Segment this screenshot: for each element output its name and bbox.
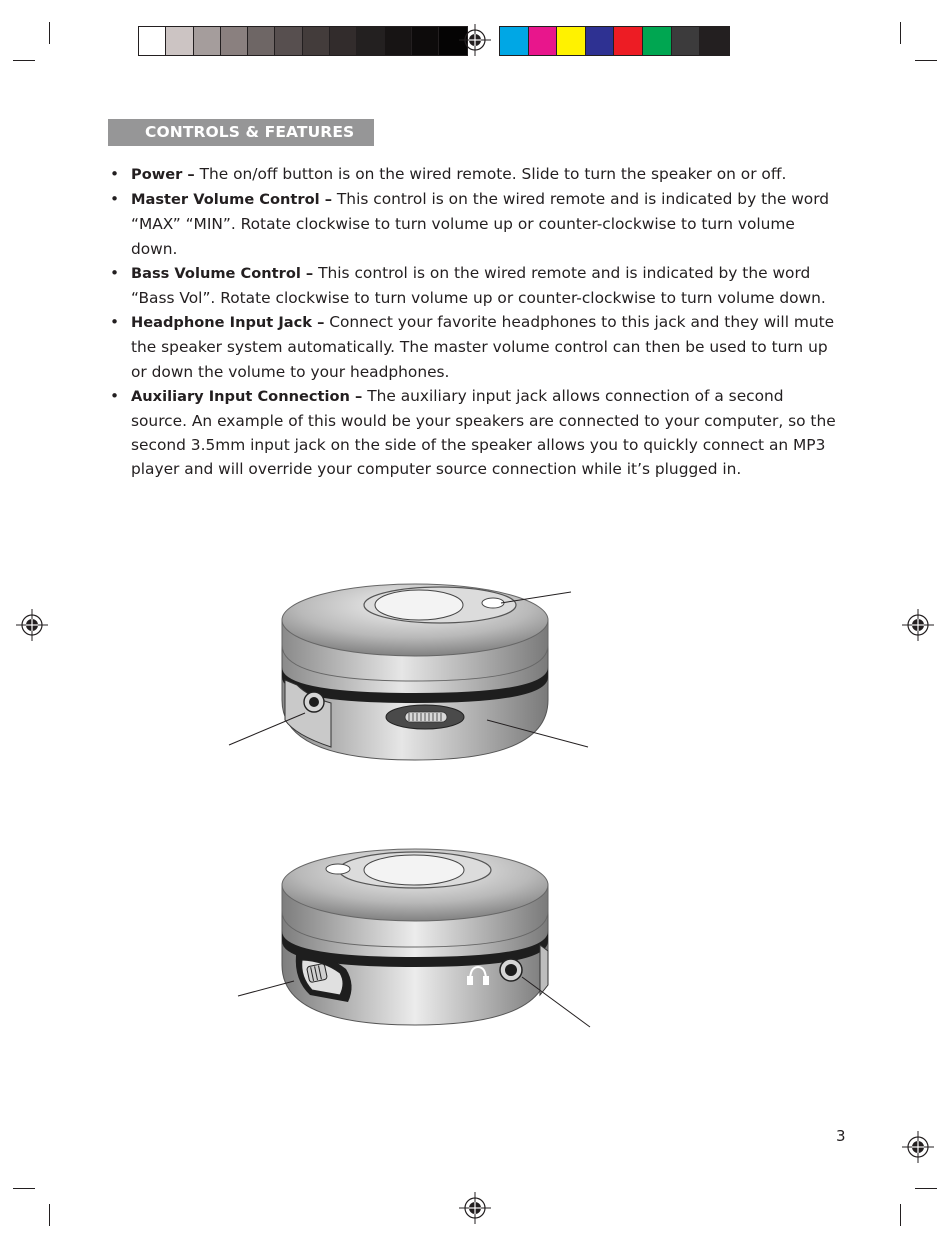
- calibration-swatch: [275, 27, 302, 55]
- section-heading: CONTROLS & FEATURES: [108, 119, 374, 146]
- page-number: 3: [836, 1127, 846, 1145]
- feature-term: Power –: [131, 166, 195, 183]
- crop-mark: [915, 60, 937, 61]
- calibration-swatch: [529, 27, 558, 55]
- color-calibration-bar: [499, 26, 730, 56]
- calibration-swatch: [166, 27, 193, 55]
- calibration-swatch: [330, 27, 357, 55]
- crop-mark: [13, 60, 35, 61]
- registration-mark-icon: [457, 1190, 493, 1226]
- crop-mark: [13, 1188, 35, 1189]
- calibration-swatch: [357, 27, 384, 55]
- feature-item-master-volume: [108, 187, 844, 261]
- calibration-swatch: [700, 27, 729, 55]
- calibration-swatch: [614, 27, 643, 55]
- feature-description: This control is on the wired remote and is indicated by the word “MAX” “MIN”. Rotate clockwise to turn volume up or counter-clockwise to turn volume down.: [131, 190, 830, 258]
- calibration-swatch: [557, 27, 586, 55]
- calibration-swatch: [412, 27, 439, 55]
- feature-description: Connect your favorite headphones to this jack and they will mute the speaker system automatically. The master volume control can then be used to turn up or down the volume to your headphones.: [131, 313, 835, 381]
- grayscale-calibration-bar: [138, 26, 468, 56]
- feature-term: Headphone Input Jack –: [131, 314, 325, 332]
- feature-term: Master Volume Control –: [131, 191, 333, 209]
- feature-term: Auxiliary Input Connection –: [131, 387, 363, 405]
- calibration-swatch: [303, 27, 330, 55]
- registration-mark-icon: [900, 1129, 936, 1165]
- wired-remote-illustration-side: [230, 845, 610, 1045]
- registration-mark-icon: [457, 22, 493, 58]
- wired-remote-illustration-front: [225, 575, 605, 775]
- calibration-swatch: [500, 27, 529, 55]
- registration-mark-icon: [900, 607, 936, 643]
- feature-description: The on/off button is on the wired remote. Slide to turn the speaker on or off.: [194, 165, 787, 183]
- calibration-swatch: [586, 27, 615, 55]
- feature-item-auxiliary-input: [108, 384, 844, 482]
- crop-mark: [49, 22, 50, 44]
- registration-mark-icon: [14, 607, 50, 643]
- calibration-swatch: [643, 27, 672, 55]
- feature-term: Bass Volume Control –: [131, 264, 314, 282]
- calibration-swatch: [194, 27, 221, 55]
- calibration-swatch: [248, 27, 275, 55]
- calibration-swatch: [672, 27, 701, 55]
- feature-item-power: [108, 162, 844, 187]
- calibration-swatch: [385, 27, 412, 55]
- feature-list: [108, 162, 844, 482]
- crop-mark: [900, 1204, 901, 1226]
- feature-item-bass-volume: [108, 261, 844, 310]
- feature-description: The auxiliary input jack allows connection of a second source. An example of this would be your speakers are connected to your computer, so the second 3.5mm input jack on the side of the speaker allows you to quickly connect an MP3 player and will override your computer source connection while it’s plugged in.: [131, 386, 836, 479]
- crop-mark: [915, 1188, 937, 1189]
- feature-item-headphone-jack: [108, 310, 844, 384]
- calibration-swatch: [139, 27, 166, 55]
- crop-mark: [49, 1204, 50, 1226]
- feature-description: This control is on the wired remote and is indicated by the word “Bass Vol”. Rotate clockwise to turn volume up or counter-clockwise to turn volume down.: [131, 263, 826, 308]
- crop-mark: [900, 22, 901, 44]
- calibration-swatch: [221, 27, 248, 55]
